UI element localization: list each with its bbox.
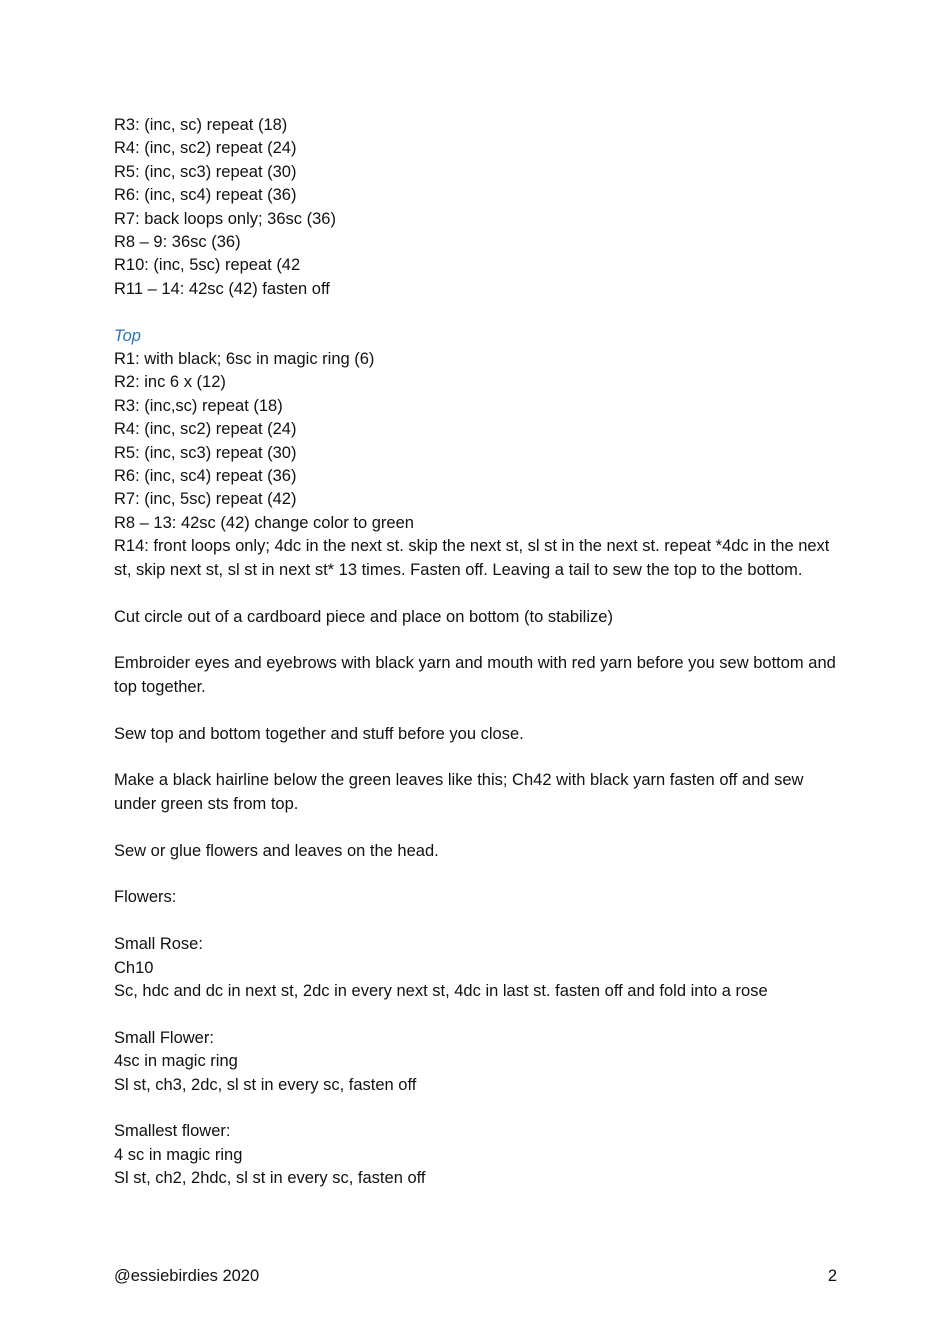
document-page (114, 114, 836, 1191)
spacer (114, 582, 836, 605)
round-line: R7: back loops only; 36sc (36) (114, 209, 336, 228)
round-line: R5: (inc, sc3) repeat (30) (114, 443, 297, 462)
pattern-line: Sc, hdc and dc in next st, 2dc in every next st, 4dc in last st. fasten off and fold into a rose (114, 981, 768, 1000)
round-line: R6: (inc, sc4) repeat (36) (114, 467, 297, 486)
smallest-flower-section (114, 1120, 836, 1190)
pattern-line: Sl st, ch2, 2hdc, sl st in every sc, fasten off (114, 1169, 426, 1188)
footer-credit: @essiebirdies 2020 (114, 1267, 260, 1285)
flowers-label: Flowers: (114, 888, 177, 907)
spacer (114, 629, 836, 652)
top-section (114, 325, 836, 582)
round-line: R4: (inc, sc2) repeat (24) (114, 420, 297, 439)
round-line: R6: (inc, sc4) repeat (36) (114, 186, 297, 205)
round-line: R8 – 9: 36sc (36) (114, 233, 241, 252)
spacer (114, 746, 836, 769)
spacer (114, 301, 836, 324)
pattern-line: 4 sc in magic ring (114, 1145, 243, 1164)
smallest-flower-title: Smallest flower: (114, 1122, 231, 1141)
round-14-paragraph: R14: front loops only; 4dc in the next st. skip the next st, sl st in the next st. repeat *4dc in the next st, skip next st, sl st in next st* 13 times. Fasten off. Leaving a tail to sew the top to the bottom. (114, 537, 830, 579)
spacer (114, 1003, 836, 1026)
round-line: R5: (inc, sc3) repeat (30) (114, 162, 297, 181)
embroider-instruction: Embroider eyes and eyebrows with black yarn and mouth with red yarn before you sew bottom and top together. (114, 654, 836, 696)
spacer (114, 1097, 836, 1120)
round-line: R7: (inc, 5sc) repeat (42) (114, 490, 297, 509)
bottom-rounds-section (114, 114, 836, 301)
spacer (114, 863, 836, 886)
round-line: R3: (inc,sc) repeat (18) (114, 396, 283, 415)
round-line: R1: with black; 6sc in magic ring (6) (114, 350, 375, 369)
round-line: R10: (inc, 5sc) repeat (42 (114, 256, 301, 275)
pattern-line: 4sc in magic ring (114, 1052, 238, 1071)
spacer (114, 816, 836, 839)
spacer (114, 699, 836, 722)
sew-instruction: Sew top and bottom together and stuff before you close. (114, 724, 524, 743)
small-flower-title: Small Flower: (114, 1028, 214, 1047)
cardboard-instruction: Cut circle out of a cardboard piece and place on bottom (to stabilize) (114, 607, 613, 626)
round-line: R3: (inc, sc) repeat (18) (114, 116, 288, 134)
spacer (114, 910, 836, 933)
small-flower-section (114, 1027, 836, 1097)
glue-instruction: Sew or glue flowers and leaves on the head. (114, 841, 439, 860)
page-number: 2 (827, 1267, 837, 1285)
round-line: R8 – 13: 42sc (42) change color to green (114, 513, 414, 532)
hairline-instruction: Make a black hairline below the green leaves like this; Ch42 with black yarn fasten off and sew under green sts from top. (114, 771, 804, 813)
pattern-line: Sl st, ch3, 2dc, sl st in every sc, fasten off (114, 1075, 417, 1094)
pattern-line: Ch10 (114, 958, 154, 977)
round-line: R2: inc 6 x (12) (114, 373, 226, 392)
round-line: R11 – 14: 42sc (42) fasten off (114, 279, 330, 298)
small-rose-title: Small Rose: (114, 935, 203, 954)
top-heading: Top (114, 326, 141, 345)
small-rose-section (114, 933, 836, 1003)
round-line: R4: (inc, sc2) repeat (24) (114, 139, 297, 158)
